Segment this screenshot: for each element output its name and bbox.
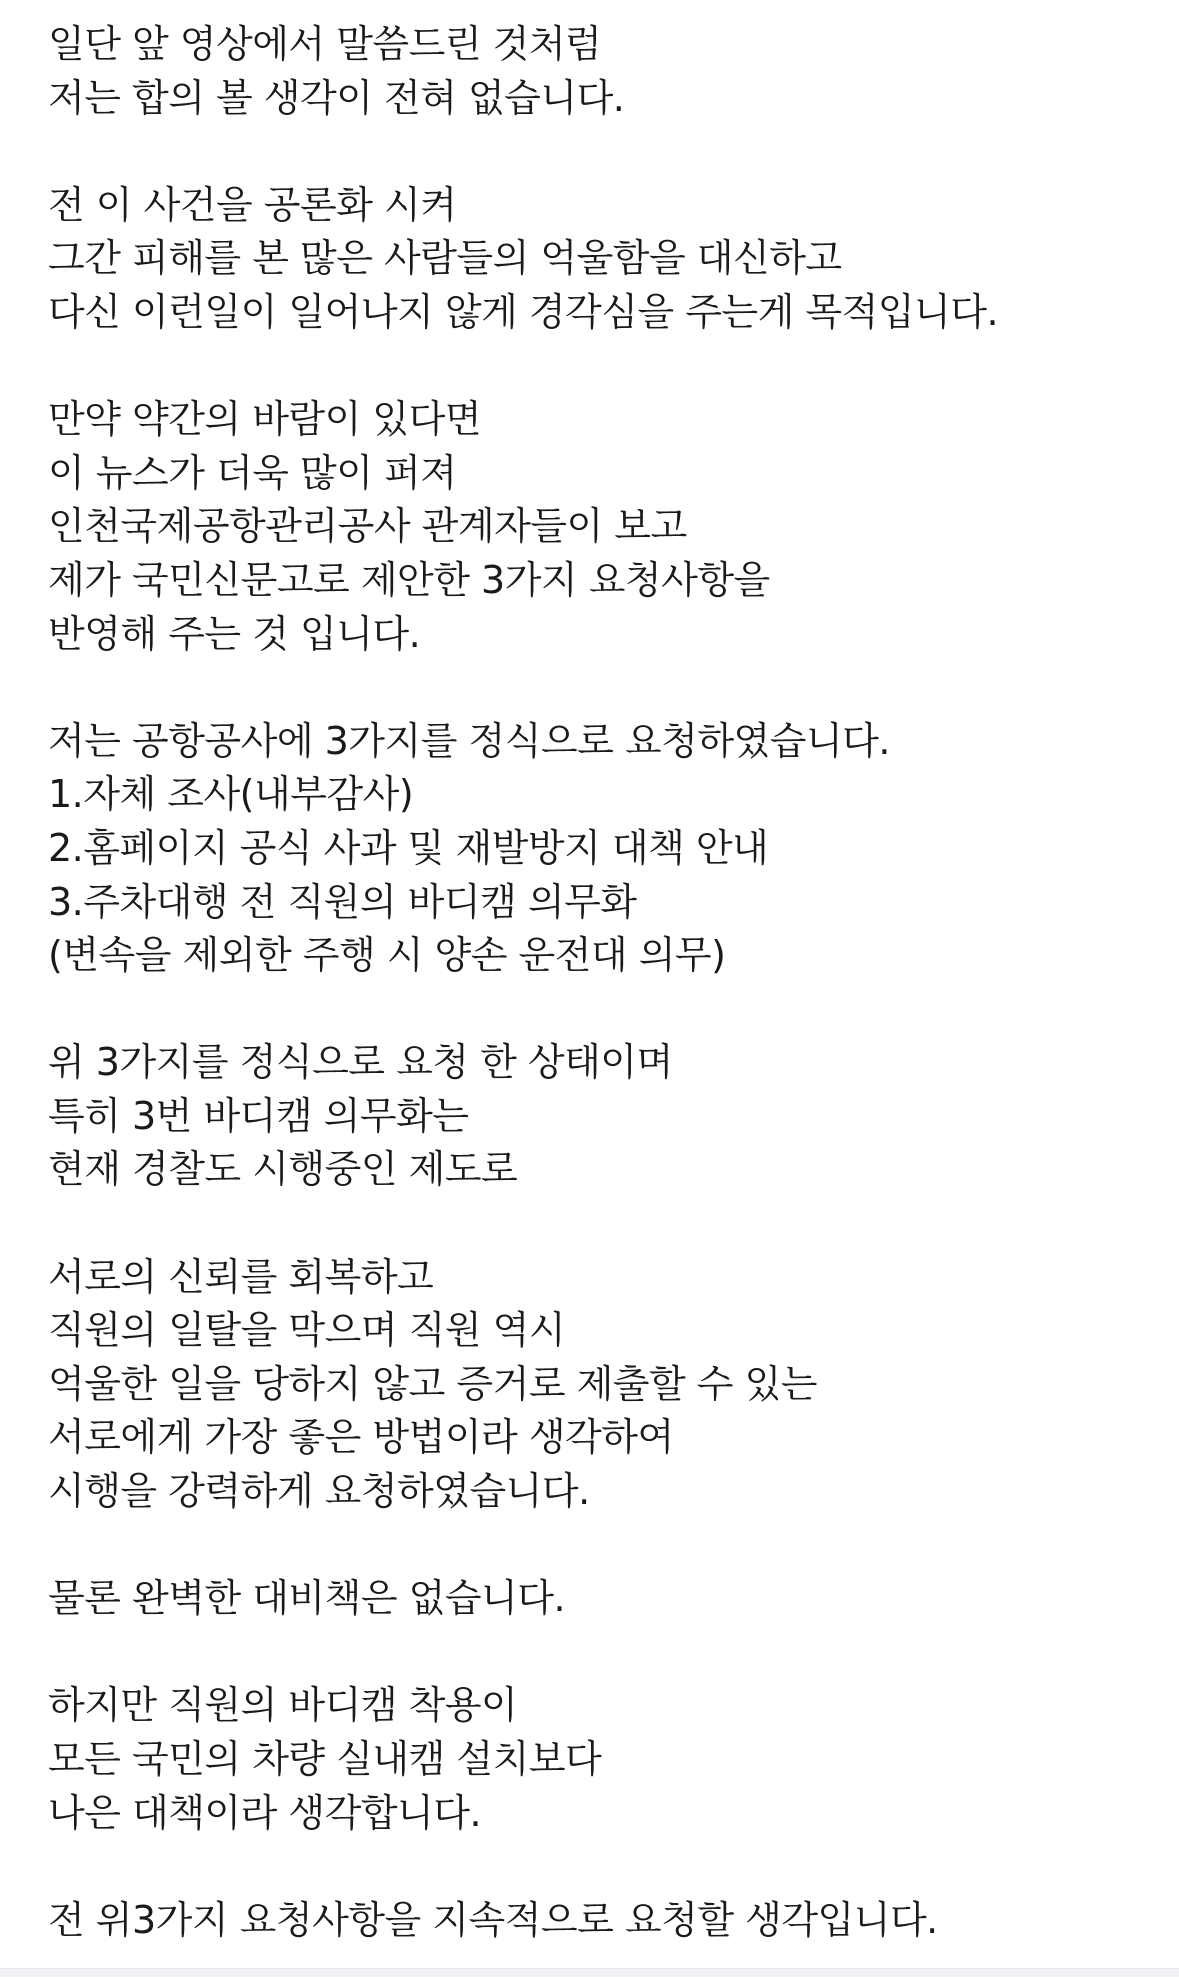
blank-line: [48, 1197, 1158, 1251]
blank-line: [48, 1519, 1158, 1573]
note-line: 반영해 주는 것 입니다.: [48, 611, 421, 656]
note-line: 특히 3번 바디캠 의무화는: [48, 1093, 469, 1138]
request-item-note: (변속을 제외한 주행 시 양손 운전대 의무): [48, 933, 726, 978]
note-line: 전 위3가지 요청사항을 지속적으로 요청할 생각입니다.: [48, 1897, 938, 1942]
request-item: 2.홈페이지 공식 사과 및 재발방지 대책 안내: [48, 825, 769, 870]
note-line: 만약 약간의 바람이 있다면: [48, 397, 482, 442]
request-item: 1.자체 조사(내부감사): [48, 772, 414, 817]
blank-line: [48, 1626, 1158, 1680]
note-line: 제가 국민신문고로 제안한 3가지 요청사항을: [48, 557, 770, 602]
note-line: 하지만 직원의 바디캠 착용이: [48, 1683, 518, 1728]
blank-line: [48, 1840, 1158, 1894]
note-line: 서로의 신뢰를 회복하고: [48, 1254, 434, 1299]
note-line: 이 뉴스가 더욱 많이 퍼져: [48, 450, 457, 495]
note-line: 저는 합의 볼 생각이 전혀 없습니다.: [48, 75, 625, 120]
note-line: 나은 대책이라 생각합니다.: [48, 1790, 482, 1835]
note-line: 그간 피해를 본 많은 사람들의 억울함을 대신하고: [48, 236, 842, 281]
note-line: 직원의 일탈을 막으며 직원 역시: [48, 1308, 566, 1353]
note-line: 모든 국민의 차량 실내캠 설치보다: [48, 1737, 602, 1781]
note-line: 시행을 강력하게 요청하였습니다.: [48, 1469, 590, 1514]
note-body: [48, 18, 1158, 1947]
blank-line: [48, 983, 1158, 1037]
blank-line: [48, 340, 1158, 394]
blank-line: [48, 661, 1158, 715]
request-item: 3.주차대행 전 직원의 바디캠 의무화: [48, 879, 637, 924]
note-line: 위 3가지를 정식으로 요청 한 상태이며: [48, 1040, 673, 1085]
note-line: 인천국제공항관리공사 관계자들이 보고: [48, 504, 687, 549]
bottom-divider: [0, 1968, 1179, 1977]
note-line: 일단 앞 영상에서 말씀드린 것처럼: [48, 22, 602, 66]
note-line: 억울한 일을 당하지 않고 증거로 제출할 수 있는: [48, 1361, 818, 1406]
note-line: 다신 이런일이 일어나지 않게 경각심을 주는게 목적입니다.: [48, 289, 999, 334]
blank-line: [48, 125, 1158, 179]
note-line: 저는 공항공사에 3가지를 정식으로 요청하였습니다.: [48, 718, 890, 763]
note-line: 현재 경찰도 시행중인 제도로: [48, 1147, 518, 1192]
note-line: 전 이 사건을 공론화 시켜: [48, 182, 457, 227]
note-line: 서로에게 가장 좋은 방법이라 생각하여: [48, 1415, 674, 1460]
note-line: 물론 완벽한 대비책은 없습니다.: [48, 1576, 566, 1621]
